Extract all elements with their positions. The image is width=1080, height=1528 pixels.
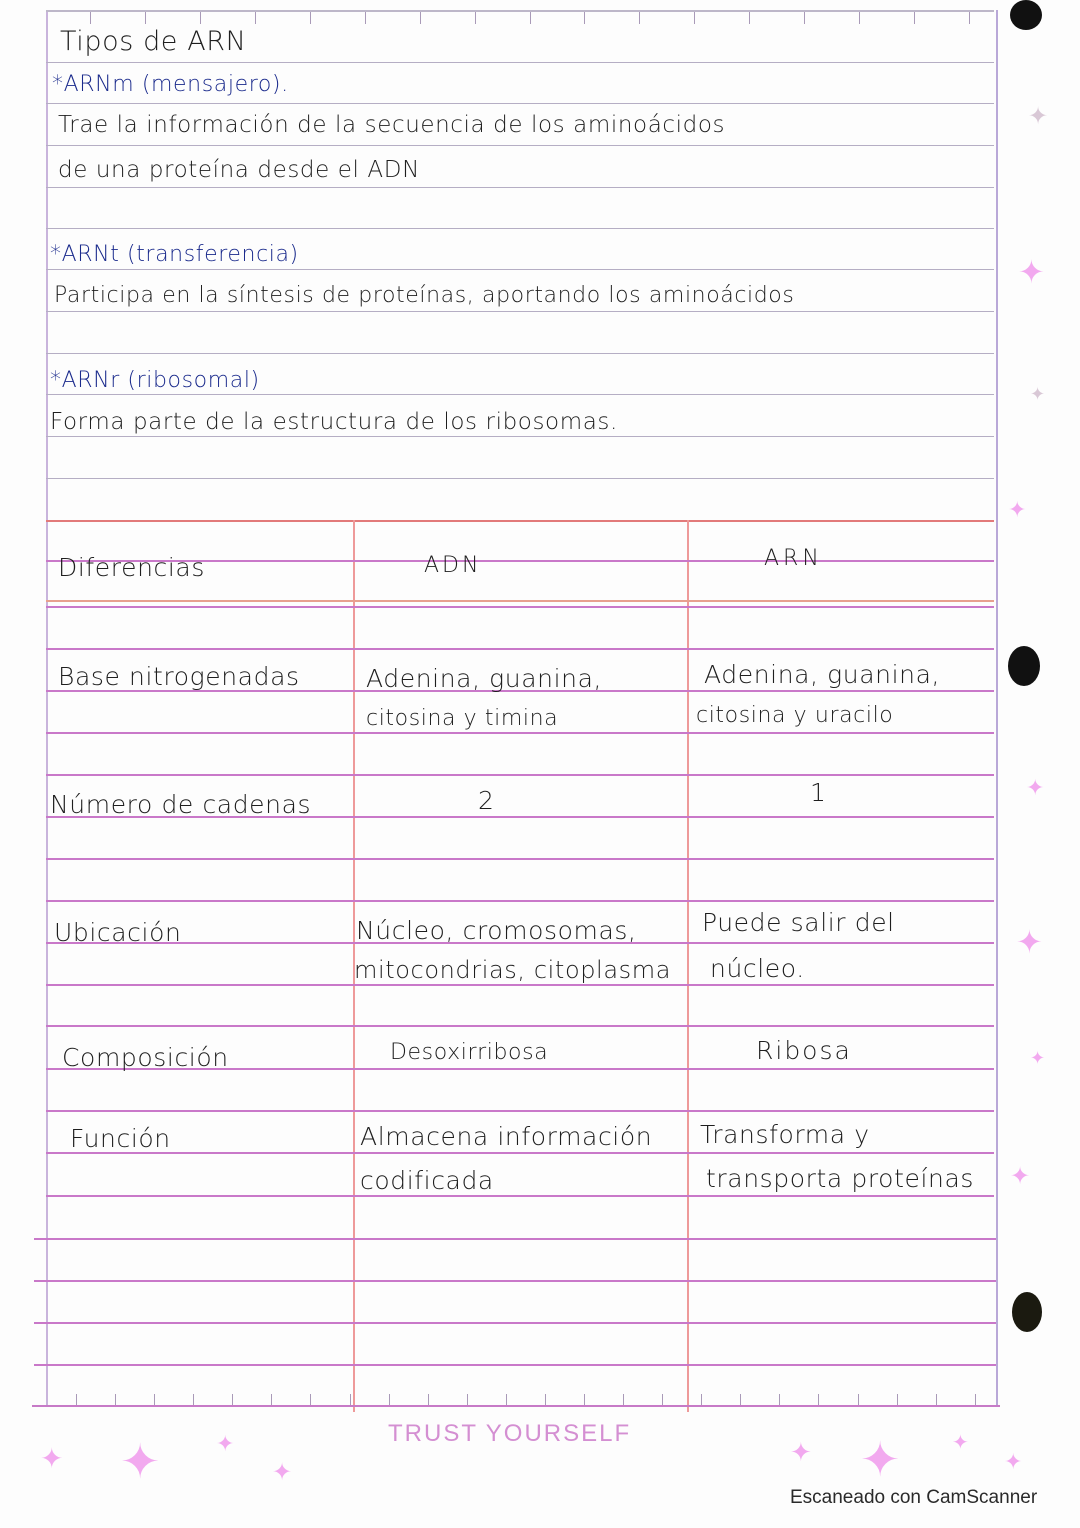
sparkle-icon: ✦ <box>1028 102 1049 130</box>
sparkle-icon: ✦ <box>1030 1048 1046 1069</box>
table-header-border <box>46 600 994 602</box>
table-cell-arn: Ribosa <box>756 1036 852 1065</box>
table-header-adn: ADN <box>424 553 482 578</box>
sparkle-icon: ✦ <box>1030 384 1046 405</box>
ruled-line <box>46 353 994 354</box>
table-cell-arn: Transforma y <box>700 1120 870 1149</box>
table-header-arn: ARN <box>764 546 823 571</box>
table-cell-arn: 1 <box>810 778 827 807</box>
section-body-line: de una proteína desde el ADN <box>58 157 420 183</box>
ruled-line <box>46 648 994 650</box>
sparkle-icon: ✦ <box>790 1438 812 1468</box>
section-body-line: Trae la información de la secuencia de los aminoácidos <box>58 112 726 138</box>
table-row-label: Ubicación <box>54 918 182 947</box>
section-heading-arnm: *ARNm (mensajero). <box>52 72 289 97</box>
scanner-watermark: Escaneado con CamScanner <box>790 1487 1038 1508</box>
ruled-line <box>46 394 994 395</box>
section-heading-arnr: *ARNr (ribosomal) <box>50 368 260 393</box>
table-header-diferencias: Diferencias <box>58 553 205 582</box>
ruled-line <box>46 606 994 608</box>
section-heading-arnt: *ARNt (transferencia) <box>50 242 299 267</box>
ruled-line <box>34 1364 996 1366</box>
table-cell-arn: transporta proteínas <box>706 1164 974 1193</box>
table-cell-adn: 2 <box>478 786 495 815</box>
ruled-line <box>46 311 994 312</box>
sparkle-icon: ✦ <box>1016 923 1043 961</box>
ruled-line <box>46 187 994 188</box>
sparkle-icon: ✦ <box>952 1430 969 1454</box>
table-cell-adn: Desoxirribosa <box>390 1040 549 1065</box>
bottom-rule <box>32 1405 1000 1407</box>
table-cell-adn: mitocondrias, citoplasma <box>354 956 672 984</box>
ruled-line <box>46 1195 994 1197</box>
footer-motto: TRUST YOURSELF <box>388 1420 632 1447</box>
ruled-line <box>46 145 994 146</box>
sparkle-icon: ✦ <box>120 1434 161 1490</box>
sparkle-icon: ✦ <box>40 1442 64 1475</box>
table-cell-adn: codificada <box>360 1166 494 1195</box>
ruled-line <box>34 1280 996 1282</box>
binder-hole <box>1012 1292 1042 1332</box>
table-top-border <box>46 520 994 522</box>
table-cell-arn: Puede salir del <box>702 908 895 937</box>
table-row-label: Función <box>70 1124 171 1153</box>
ruled-line <box>46 984 994 986</box>
table-cell-arn: núcleo. <box>710 954 805 983</box>
table-column-divider <box>687 520 689 1412</box>
ruled-line <box>34 1238 996 1240</box>
ruled-line <box>46 858 994 860</box>
ruled-line <box>46 103 994 104</box>
table-row-label: Composición <box>62 1043 229 1072</box>
sparkle-icon: ✦ <box>1010 1162 1031 1190</box>
binder-hole <box>1010 0 1042 30</box>
notes-title: Tipos de ARN <box>60 26 247 57</box>
table-cell-arn: Adenina, guanina, <box>704 660 941 689</box>
top-ruler-ticks <box>90 12 970 24</box>
ruled-line <box>46 1152 994 1154</box>
sparkle-icon: ✦ <box>1018 253 1045 291</box>
table-cell-adn: Núcleo, cromosomas, <box>356 916 637 945</box>
ruled-line <box>46 436 994 437</box>
sparkle-icon: ✦ <box>272 1458 293 1486</box>
sparkle-icon: ✦ <box>1008 498 1027 523</box>
ruled-line <box>46 62 994 63</box>
table-cell-adn: citosina y timina <box>366 706 559 731</box>
table-cell-adn: Adenina, guanina, <box>366 664 603 693</box>
ruled-line <box>46 1025 994 1027</box>
ruled-line <box>46 732 994 734</box>
ruled-line <box>46 269 994 270</box>
ruled-line <box>46 478 994 479</box>
ruled-line <box>46 774 994 776</box>
table-cell-arn: citosina y uracilo <box>696 703 894 728</box>
binder-hole <box>1008 646 1040 686</box>
ruled-line <box>46 900 994 902</box>
section-body-line: Participa en la síntesis de proteínas, aportando los aminoácidos <box>54 283 795 308</box>
table-cell-adn: Almacena información <box>360 1122 653 1151</box>
ruled-line <box>34 1322 996 1324</box>
ruled-line <box>46 1110 994 1112</box>
table-row-label: Número de cadenas <box>50 790 312 819</box>
table-row-label: Base nitrogenadas <box>58 662 300 691</box>
sparkle-icon: ✦ <box>1004 1450 1023 1475</box>
sparkle-icon: ✦ <box>1026 776 1045 801</box>
sparkle-icon: ✦ <box>860 1432 901 1488</box>
sparkle-icon: ✦ <box>216 1432 235 1457</box>
section-body-line: Forma parte de la estructura de los ribosomas. <box>50 409 618 435</box>
ruled-line <box>46 228 994 229</box>
